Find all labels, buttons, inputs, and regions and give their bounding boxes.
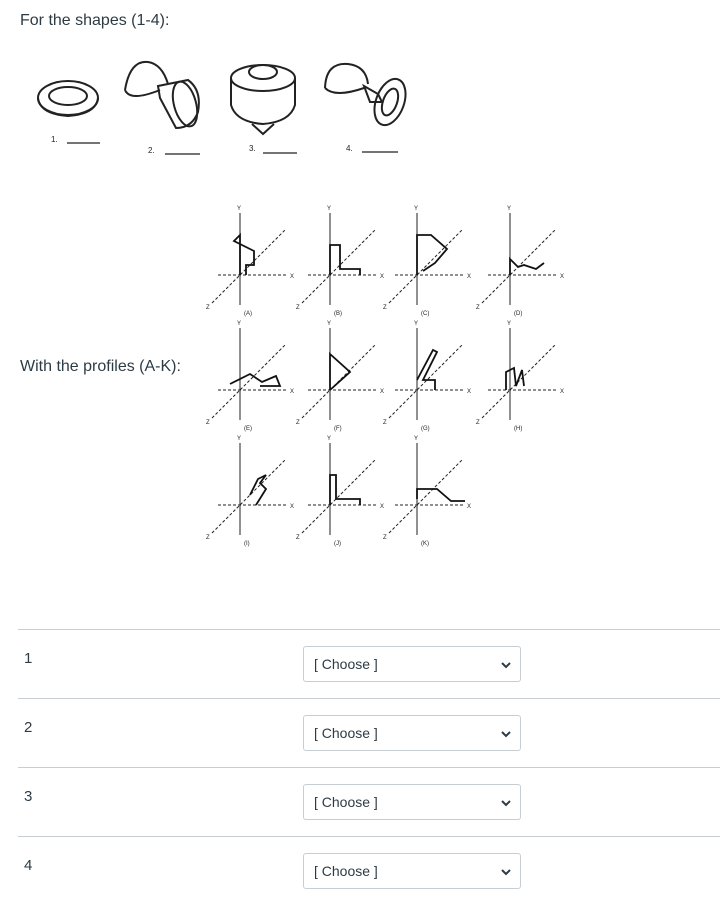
shape-number-4: 4.: [346, 144, 353, 153]
axis-label-y: Y: [507, 321, 512, 327]
axis-label-z: Z: [383, 535, 387, 541]
axis-label-z: Z: [296, 420, 300, 426]
question-row: [18, 767, 720, 837]
profile-k-icon: [383, 436, 471, 547]
profile-label: (E): [244, 426, 252, 432]
ring-flange-shape-icon: [38, 81, 98, 116]
profile-h-icon: [476, 321, 564, 432]
profile-label: (F): [334, 426, 342, 432]
profile-label: (D): [514, 311, 523, 317]
select-value: [ Choose ]: [314, 725, 378, 741]
question-row: [18, 698, 720, 768]
chevron-down-icon: [500, 866, 512, 878]
question-number: 4: [24, 857, 33, 874]
axis-label-z: Z: [296, 305, 300, 311]
axis-label-z: Z: [206, 420, 210, 426]
axis-label-z: Z: [476, 420, 480, 426]
profile-d-icon: [476, 206, 564, 317]
question-number: 1: [24, 650, 33, 667]
axis-label-x: X: [467, 274, 472, 280]
question-number: 2: [24, 719, 33, 736]
profile-j-icon: [296, 436, 384, 547]
axis-label-x: X: [467, 389, 472, 395]
select-value: [ Choose ]: [314, 656, 378, 672]
profile-label: (G): [421, 426, 430, 432]
axis-label-x: X: [290, 504, 295, 510]
select-value: [ Choose ]: [314, 863, 378, 879]
axis-label-x: X: [380, 504, 385, 510]
shape-number-1: 1.: [51, 135, 58, 144]
question-row: [18, 836, 720, 906]
profiles-heading: With the profiles (A-K):: [20, 358, 181, 375]
axis-label-z: Z: [206, 305, 210, 311]
chevron-down-icon: [500, 728, 512, 740]
axis-label-y: Y: [237, 206, 242, 212]
axis-label-x: X: [560, 274, 565, 280]
axis-label-z: Z: [206, 535, 210, 541]
axis-label-x: X: [560, 389, 565, 395]
axis-label-y: Y: [507, 206, 512, 212]
flared-horn-shape-icon: [325, 64, 411, 129]
chevron-down-icon: [500, 659, 512, 671]
profile-label: (J): [334, 541, 341, 547]
axis-label-x: X: [290, 389, 295, 395]
funnel-cone-shape-icon: [125, 62, 202, 129]
answer-select-4[interactable]: [303, 853, 521, 889]
profile-label: (C): [421, 311, 430, 317]
drum-spindle-shape-icon: [231, 65, 295, 134]
answer-select-3[interactable]: [303, 784, 521, 820]
answer-select-2[interactable]: [303, 715, 521, 751]
profile-c-icon: [383, 206, 471, 317]
axis-label-y: Y: [414, 206, 419, 212]
profile-label: (B): [334, 311, 342, 317]
profile-label: (H): [514, 426, 523, 432]
axis-label-x: X: [380, 389, 385, 395]
select-value: [ Choose ]: [314, 794, 378, 810]
answer-select-1[interactable]: [303, 646, 521, 682]
profile-i-icon: [206, 436, 294, 547]
shape-number-3: 3.: [249, 144, 256, 153]
axis-label-y: Y: [237, 436, 242, 442]
axis-label-y: Y: [327, 321, 332, 327]
profile-label: (I): [244, 541, 250, 547]
profile-g-icon: [383, 321, 471, 432]
question-number: 3: [24, 788, 33, 805]
axis-label-z: Z: [476, 305, 480, 311]
axis-label-x: X: [290, 274, 295, 280]
profiles-figure: [195, 205, 575, 555]
axis-label-x: X: [380, 274, 385, 280]
axis-label-y: Y: [414, 436, 419, 442]
question-row: [18, 629, 720, 699]
shapes-heading: For the shapes (1-4):: [20, 12, 170, 29]
axis-label-y: Y: [327, 436, 332, 442]
shape-number-2: 2.: [148, 146, 155, 155]
profile-f-icon: [296, 321, 384, 432]
axis-label-y: Y: [414, 321, 419, 327]
axis-label-y: Y: [237, 321, 242, 327]
profile-label: (K): [421, 541, 429, 547]
axis-label-z: Z: [383, 420, 387, 426]
axis-label-z: Z: [383, 305, 387, 311]
profile-e-icon: [206, 321, 294, 432]
profile-b-icon: [296, 206, 384, 317]
chevron-down-icon: [500, 797, 512, 809]
axis-label-y: Y: [327, 206, 332, 212]
profile-label: (A): [244, 311, 252, 317]
profile-a-icon: [206, 206, 294, 317]
axis-label-x: X: [467, 504, 472, 510]
axis-label-z: Z: [296, 535, 300, 541]
shapes-figure: [30, 50, 430, 170]
